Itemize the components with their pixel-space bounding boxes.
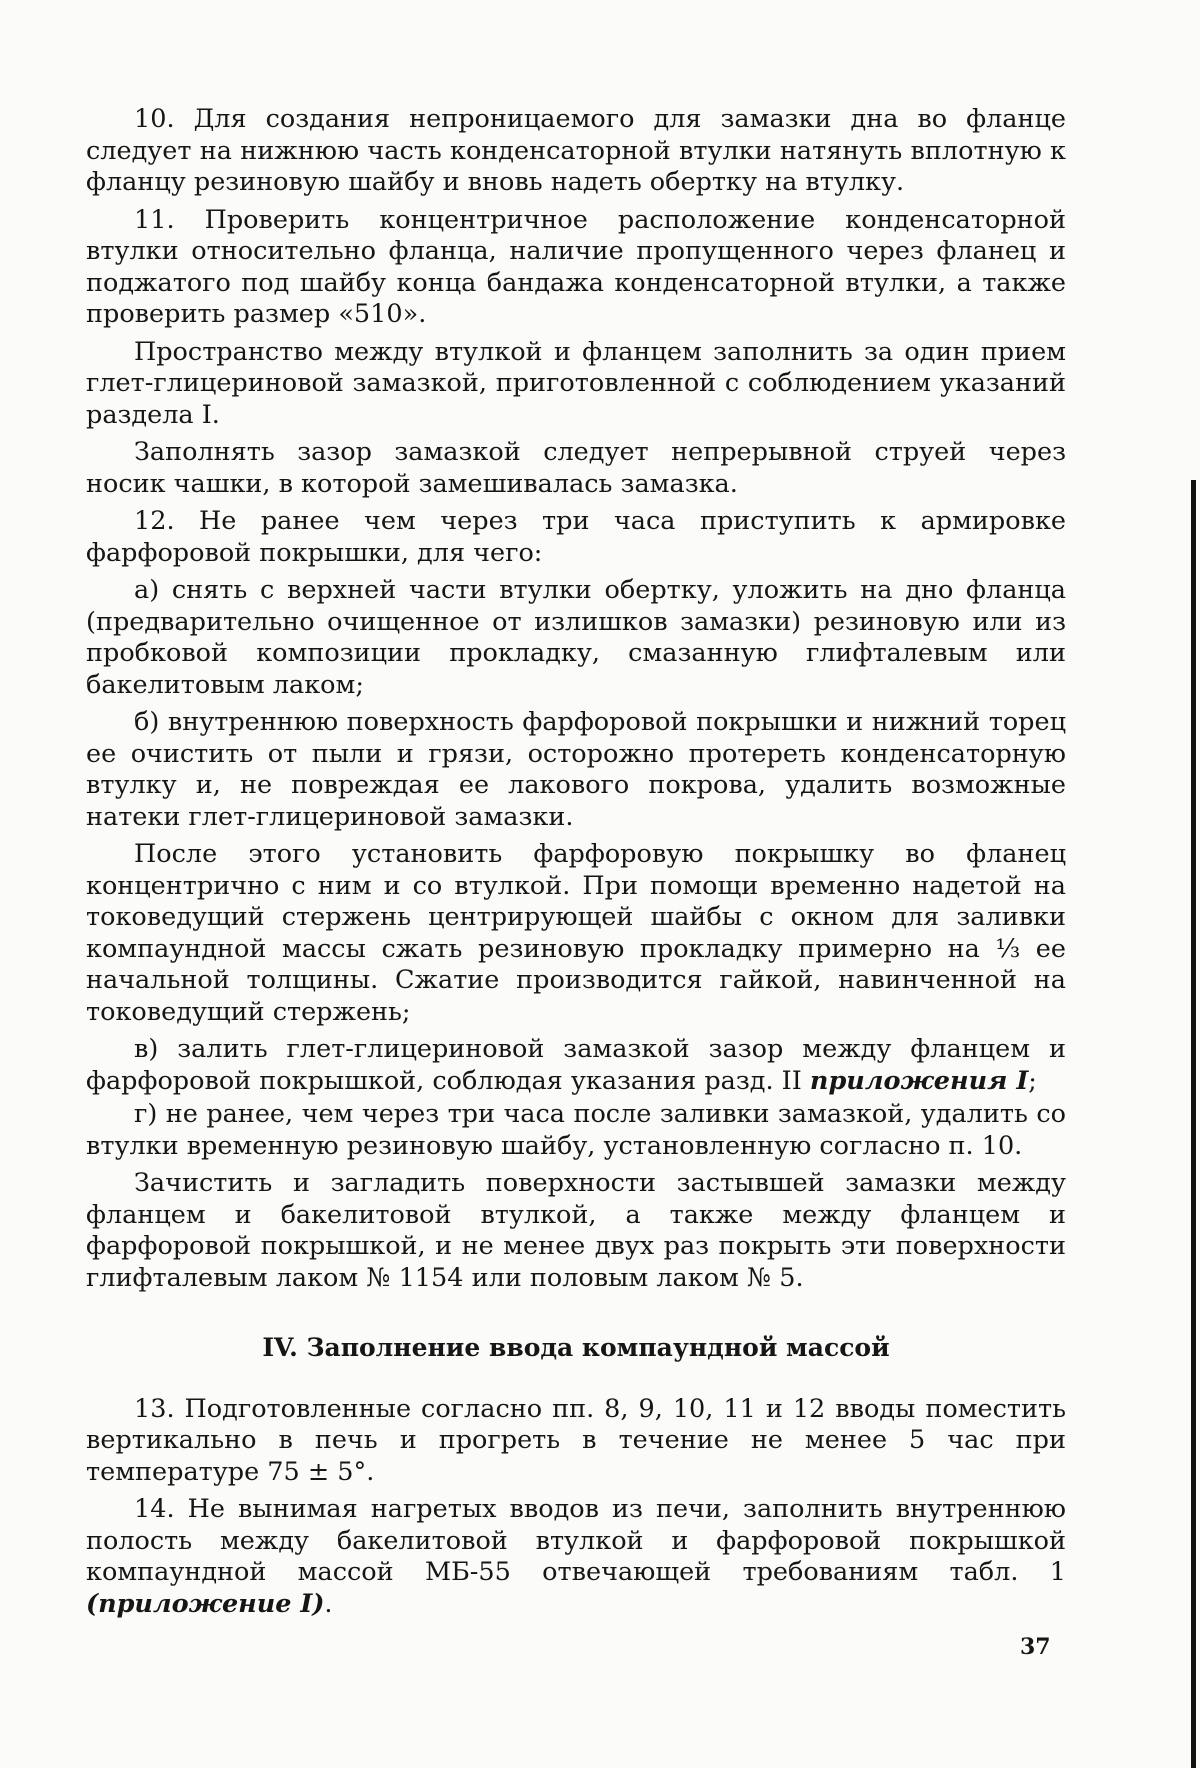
paragraph-14-italic: (приложение I) (86, 1588, 325, 1619)
page-edge-shadow (1191, 480, 1196, 1768)
paragraph-12b: б) внутреннюю поверхность фарфоровой покрышки и нижний торец ее очистить от пыли и грязи, осторожно протереть конденсаторную втулку и, не повреждая ее лакового покрова, удалить возможные натеки глет-глицериновой замазки. (86, 707, 1066, 832)
paragraph-12v-text: в) залить глет-глицериновой замазкой зазор между фланцем и фарфоровой покрышкой, соблюдая указания разд. II (86, 1034, 1066, 1096)
paragraph-12a: а) снять с верхней части втулки обертку, уложить на дно фланца (предварительно очищенное от излишков замазки) резиновую или из пробковой композиции прокладку, смазанную глифталевым или бакелитовым лаком; (86, 575, 1066, 700)
page-number: 37 (1020, 1634, 1051, 1660)
paragraph-12v (86, 1034, 1066, 1097)
paragraph-14-end: . (324, 1588, 333, 1619)
paragraph-12g: г) не ранее, чем через три часа после заливки замазкой, удалить со втулки временную резиновую шайбу, установленную согласно п. 10. (86, 1099, 1066, 1161)
paragraph-13: 13. Подготовленные согласно пп. 8, 9, 10, 11 и 12 вводы поместить вертикально в печь и прогреть в течение не менее 5 час при температуре 75 ± 5°. (86, 1393, 1066, 1487)
paragraph-fill-gap: Заполнять зазор замазкой следует непрерывной струей через носик чашки, в которой замешивалась замазка. (86, 437, 1066, 499)
section-heading: IV. Заполнение ввода компаундной массой (262, 1333, 890, 1362)
paragraph-14-text: 14. Не вынимая нагретых вводов из печи, заполнить внутреннюю полость между бакелитовой втулкой и фарфоровой покрышкой компаундной массой МБ-55 отвечающей требованиям табл. 1 (86, 1494, 1066, 1587)
paragraph-14 (86, 1494, 1066, 1620)
paragraph-after: После этого установить фарфоровую покрышку во фланец концентрично с ним и со втулкой. При помощи временно надетой на токоведущий стержень центрирующей шайбы с окном для заливки компаундной массы сжать резиновую прокладку примерно на ⅓ ее начальной толщины. Сжатие производится гайкой, навинченной на токоведущий стержень; (86, 839, 1066, 1027)
paragraph-fill-space: Пространство между втулкой и фланцем заполнить за один прием глет-глицериновой замазкой, приготовленной с соблюдением указаний раздела I. (86, 336, 1066, 430)
paragraph-10: 10. Для создания непроницаемого для замазки дна во фланце следует на нижнюю часть конденсаторной втулки натянуть вплотную к фланцу резиновую шайбу и вновь надеть обертку на втулку. (86, 104, 1066, 197)
paragraph-clean: Зачистить и загладить поверхности застывшей замазки между фланцем и бакелитовой втулкой, а также между фланцем и фарфоровой покрышкой, и не менее двух раз покрыть эти поверхности глифталевым лаком № 1154 или половым лаком № 5. (86, 1168, 1066, 1293)
body-text (86, 104, 1066, 1626)
paragraph-11: 11. Проверить концентричное расположение конденсаторной втулки относительно фланца, наличие пропущенного через фланец и поджатого под шайбу конца бандажа конденсаторной втулки, а также проверить размер «510». (86, 204, 1066, 329)
paragraph-12v-end: ; (1028, 1065, 1037, 1096)
paragraph-12: 12. Не ранее чем через три часа приступить к армировке фарфоровой покрышки, для чего: (86, 506, 1066, 568)
paragraph-12v-italic: приложения I (809, 1065, 1029, 1096)
